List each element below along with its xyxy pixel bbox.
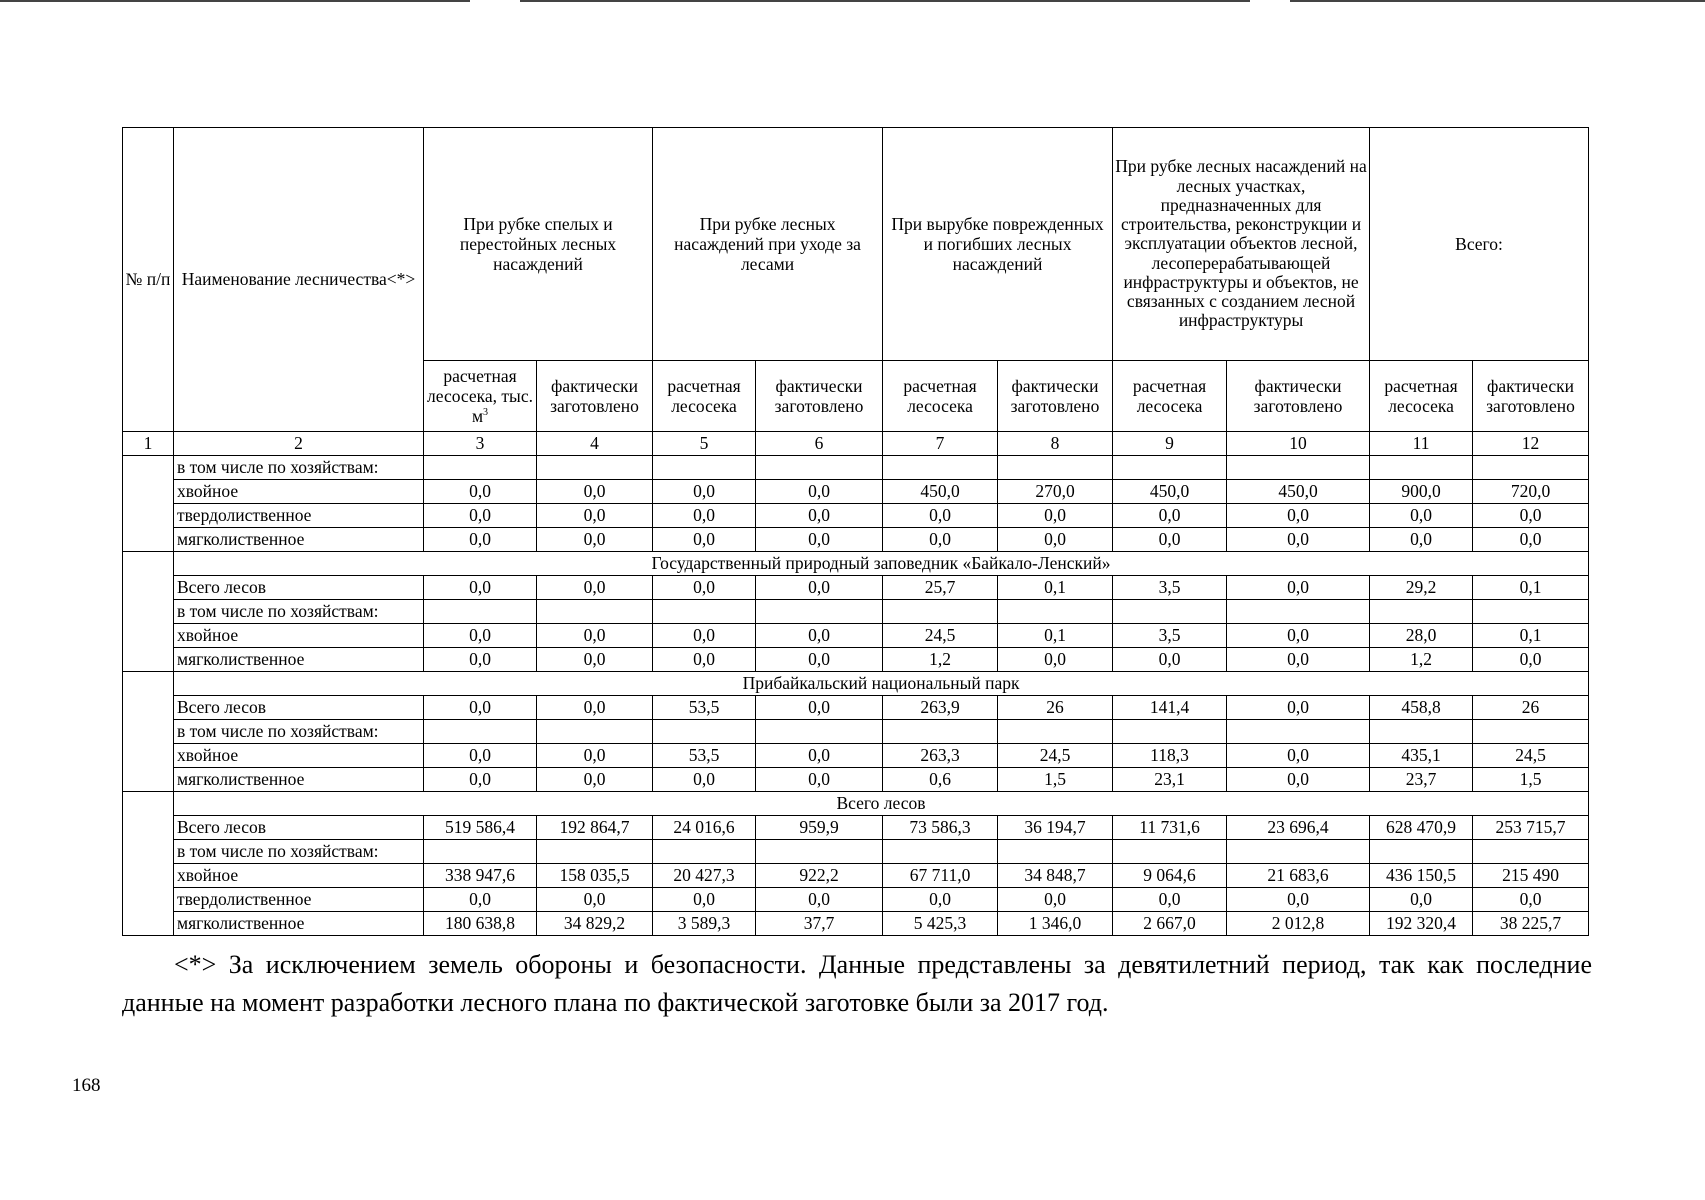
column-number: 11 [1370, 432, 1473, 456]
table-cell: 0,0 [883, 528, 998, 552]
table-cell: 0,0 [1370, 528, 1473, 552]
table-row [123, 576, 1589, 600]
table-cell: 9 064,6 [1113, 864, 1227, 888]
table-cell: 24,5 [1473, 744, 1589, 768]
section-title: Прибайкальский национальный парк [174, 672, 1589, 696]
table-cell: 0,0 [653, 888, 756, 912]
table-row [123, 888, 1589, 912]
row-label: в том числе по хозяйствам: [174, 600, 424, 624]
table-cell: 2 667,0 [1113, 912, 1227, 936]
table-cell: 0,0 [653, 504, 756, 528]
table-cell: 24 016,6 [653, 816, 756, 840]
table-cell: 0,0 [1370, 888, 1473, 912]
table-cell: 26 [998, 696, 1113, 720]
row-label: хвойное [174, 744, 424, 768]
table-row [123, 840, 1589, 864]
row-label: в том числе по хозяйствам: [174, 840, 424, 864]
subheader-text: расчетная лесосека, тыс. м [427, 365, 533, 427]
table-cell: 0,0 [1227, 696, 1370, 720]
table-row [123, 744, 1589, 768]
table-cell: 0,0 [1113, 648, 1227, 672]
table-cell: 0,0 [1473, 504, 1589, 528]
table-cell: 0,0 [883, 504, 998, 528]
table-cell: 0,0 [424, 696, 537, 720]
page-number: 168 [72, 1075, 101, 1096]
header-row [123, 128, 1589, 361]
subheader-cell: фактически заготовлено [537, 361, 653, 432]
table-row [123, 456, 1589, 480]
subheader-cell: расчетная лесосека [1113, 361, 1227, 432]
table-cell: 0,0 [1473, 888, 1589, 912]
table-cell: 38 225,7 [1473, 912, 1589, 936]
row-label: мягколиственное [174, 912, 424, 936]
table-cell: 0,0 [1227, 744, 1370, 768]
column-number: 9 [1113, 432, 1227, 456]
table-cell: 0,0 [537, 528, 653, 552]
column-number: 6 [756, 432, 883, 456]
table-cell: 192 320,4 [1370, 912, 1473, 936]
table-row [123, 528, 1589, 552]
column-number: 7 [883, 432, 998, 456]
table-cell: 263,3 [883, 744, 998, 768]
table-cell: 0,0 [424, 648, 537, 672]
row-number-cell [123, 792, 174, 936]
table-cell: 628 470,9 [1370, 816, 1473, 840]
column-number: 8 [998, 432, 1113, 456]
table-cell: 29,2 [1370, 576, 1473, 600]
table-cell: 0,0 [537, 888, 653, 912]
table-cell: 0,0 [653, 648, 756, 672]
table-cell: 67 711,0 [883, 864, 998, 888]
table-cell: 0,0 [537, 480, 653, 504]
table-cell: 0,0 [653, 576, 756, 600]
table-cell: 0,0 [537, 504, 653, 528]
table-row [123, 720, 1589, 744]
header-group: При рубке спелых и перестойных лесных насаждений [424, 128, 653, 361]
table-cell: 0,0 [756, 504, 883, 528]
table-cell: 0,0 [1113, 504, 1227, 528]
table-cell: 3,5 [1113, 624, 1227, 648]
subheader-cell [424, 361, 537, 432]
table-cell: 1,5 [1473, 768, 1589, 792]
table-cell: 959,9 [756, 816, 883, 840]
row-number-cell [123, 456, 174, 552]
table-row [123, 648, 1589, 672]
table-cell: 450,0 [1113, 480, 1227, 504]
table-cell: 0,0 [756, 744, 883, 768]
table-cell: 458,8 [1370, 696, 1473, 720]
table-cell: 0,0 [424, 528, 537, 552]
table-row [123, 768, 1589, 792]
table-cell: 450,0 [883, 480, 998, 504]
row-label: в том числе по хозяйствам: [174, 720, 424, 744]
table-row [123, 816, 1589, 840]
column-number: 12 [1473, 432, 1589, 456]
header-group: Всего: [1370, 128, 1589, 361]
table-row [123, 600, 1589, 624]
table-row [123, 696, 1589, 720]
table-cell: 0,0 [756, 480, 883, 504]
table-cell: 435,1 [1370, 744, 1473, 768]
table-cell: 0,0 [1113, 528, 1227, 552]
table-cell: 0,0 [424, 576, 537, 600]
table-cell: 3 589,3 [653, 912, 756, 936]
row-label: Всего лесов [174, 816, 424, 840]
table-cell: 0,0 [537, 648, 653, 672]
table-cell: 1,2 [1370, 648, 1473, 672]
table-cell: 0,0 [424, 480, 537, 504]
subheader-cell: фактически заготовлено [1473, 361, 1589, 432]
table-cell: 0,0 [756, 528, 883, 552]
table-cell: 37,7 [756, 912, 883, 936]
table-cell: 34 848,7 [998, 864, 1113, 888]
table-cell: 0,0 [537, 696, 653, 720]
table-cell: 0,0 [653, 768, 756, 792]
table-cell: 0,0 [1227, 768, 1370, 792]
table-cell: 263,9 [883, 696, 998, 720]
table-cell: 23,1 [1113, 768, 1227, 792]
table-cell: 141,4 [1113, 696, 1227, 720]
table-cell: 0,0 [424, 888, 537, 912]
table-cell: 0,0 [1370, 504, 1473, 528]
subheader-cell: расчетная лесосека [653, 361, 756, 432]
table-cell: 21 683,6 [1227, 864, 1370, 888]
table-row [123, 624, 1589, 648]
table-cell: 11 731,6 [1113, 816, 1227, 840]
table-cell: 0,0 [1227, 648, 1370, 672]
table-cell: 0,0 [537, 744, 653, 768]
table-cell: 53,5 [653, 744, 756, 768]
section-title-row [123, 672, 1589, 696]
table-cell: 270,0 [998, 480, 1113, 504]
table-cell: 24,5 [883, 624, 998, 648]
column-number: 4 [537, 432, 653, 456]
table-cell: 0,0 [756, 624, 883, 648]
table-cell: 900,0 [1370, 480, 1473, 504]
table-cell: 192 864,7 [537, 816, 653, 840]
table-cell: 158 035,5 [537, 864, 653, 888]
table-cell: 0,1 [998, 624, 1113, 648]
table-cell: 53,5 [653, 696, 756, 720]
table-cell: 26 [1473, 696, 1589, 720]
table-cell: 0,0 [653, 624, 756, 648]
section-title-row [123, 552, 1589, 576]
subheader-cell: расчетная лесосека [883, 361, 998, 432]
subheader-cell: фактически заготовлено [756, 361, 883, 432]
table-cell: 338 947,6 [424, 864, 537, 888]
table-cell: 0,0 [424, 768, 537, 792]
table-cell: 0,0 [1227, 576, 1370, 600]
row-label: твердолиственное [174, 504, 424, 528]
row-label: мягколиственное [174, 768, 424, 792]
table-cell: 0,0 [998, 528, 1113, 552]
table-cell: 0,1 [1473, 576, 1589, 600]
table-row [123, 912, 1589, 936]
section-title: Государственный природный заповедник «Байкало-Ленский» [174, 552, 1589, 576]
table-cell: 25,7 [883, 576, 998, 600]
column-number: 5 [653, 432, 756, 456]
table-cell: 0,0 [424, 624, 537, 648]
scan-edge [0, 0, 470, 2]
subheader-cell: расчетная лесосека [1370, 361, 1473, 432]
table-cell: 253 715,7 [1473, 816, 1589, 840]
table-cell: 0,0 [653, 480, 756, 504]
table-cell: 36 194,7 [998, 816, 1113, 840]
column-number: 10 [1227, 432, 1370, 456]
table-cell: 519 586,4 [424, 816, 537, 840]
table-cell: 0,1 [1473, 624, 1589, 648]
table-cell: 0,0 [1473, 528, 1589, 552]
subheader-cell: фактически заготовлено [998, 361, 1113, 432]
table-cell: 215 490 [1473, 864, 1589, 888]
row-label: мягколиственное [174, 528, 424, 552]
table-cell: 0,0 [756, 696, 883, 720]
scan-edge [520, 0, 1250, 2]
section-title: Всего лесов [174, 792, 1589, 816]
section-title-row [123, 792, 1589, 816]
row-label: твердолиственное [174, 888, 424, 912]
table-cell: 0,0 [537, 624, 653, 648]
table-cell: 0,0 [424, 744, 537, 768]
row-label: Всего лесов [174, 696, 424, 720]
row-label: мягколиственное [174, 648, 424, 672]
table-cell: 0,0 [998, 888, 1113, 912]
scan-edge [1290, 0, 1705, 2]
table-cell: 0,0 [653, 528, 756, 552]
table-cell: 20 427,3 [653, 864, 756, 888]
table-cell: 3,5 [1113, 576, 1227, 600]
column-number-row [123, 432, 1589, 456]
table-cell: 23 696,4 [1227, 816, 1370, 840]
table-cell: 0,0 [756, 768, 883, 792]
table-cell: 0,1 [998, 576, 1113, 600]
row-label: хвойное [174, 480, 424, 504]
header-group: При рубке лесных насаждений при уходе за лесами [653, 128, 883, 361]
table-cell: 0,0 [1227, 504, 1370, 528]
table-cell: 1 346,0 [998, 912, 1113, 936]
table-cell: 5 425,3 [883, 912, 998, 936]
table-cell: 922,2 [756, 864, 883, 888]
header-name: Наименование лесничества<*> [174, 128, 424, 432]
table-cell: 0,0 [883, 888, 998, 912]
row-number-cell [123, 552, 174, 672]
subheader-cell: фактически заготовлено [1227, 361, 1370, 432]
table-cell: 34 829,2 [537, 912, 653, 936]
table-cell: 0,0 [1473, 648, 1589, 672]
header-group: При вырубке поврежденных и погибших лесных насаждений [883, 128, 1113, 361]
table-cell: 0,0 [998, 504, 1113, 528]
header-num: № п/п [123, 128, 174, 432]
table-cell: 450,0 [1227, 480, 1370, 504]
row-label: в том числе по хозяйствам: [174, 456, 424, 480]
table-cell: 0,0 [1113, 888, 1227, 912]
header-group: При рубке лесных насаждений на лесных участках, предназначенных для строительства, реконструкции и эксплуатации объектов лесной, лесоперерабатывающей инфраструктуры и объектов, не связанных с созданием лесной инфраструктуры [1113, 128, 1370, 361]
table-cell: 23,7 [1370, 768, 1473, 792]
row-label: хвойное [174, 624, 424, 648]
table-row [123, 480, 1589, 504]
table-cell: 0,0 [756, 648, 883, 672]
table-cell: 73 586,3 [883, 816, 998, 840]
row-label: хвойное [174, 864, 424, 888]
unit-superscript: 3 [483, 407, 489, 419]
table-cell: 1,2 [883, 648, 998, 672]
column-number: 1 [123, 432, 174, 456]
table-cell: 180 638,8 [424, 912, 537, 936]
footnote: <*> За исключением земель обороны и безопасности. Данные представлены за девятилетний период, так как последние данные на момент разработки лесного плана по фактической заготовке были за 2017 год. [122, 950, 1592, 1017]
table-cell: 0,0 [1227, 624, 1370, 648]
table-cell: 0,6 [883, 768, 998, 792]
table-cell: 0,0 [537, 576, 653, 600]
table-cell: 2 012,8 [1227, 912, 1370, 936]
table-cell: 28,0 [1370, 624, 1473, 648]
row-label: Всего лесов [174, 576, 424, 600]
table-row [123, 504, 1589, 528]
table-cell: 0,0 [756, 888, 883, 912]
table-cell: 0,0 [424, 504, 537, 528]
table-cell: 436 150,5 [1370, 864, 1473, 888]
table-cell: 0,0 [1227, 528, 1370, 552]
table-cell: 0,0 [998, 648, 1113, 672]
table-cell: 24,5 [998, 744, 1113, 768]
forest-plan-table [122, 127, 1589, 936]
table-row [123, 864, 1589, 888]
column-number: 2 [174, 432, 424, 456]
row-number-cell [123, 672, 174, 792]
table-cell: 0,0 [756, 576, 883, 600]
table-cell: 0,0 [537, 768, 653, 792]
table-cell: 720,0 [1473, 480, 1589, 504]
table-cell: 118,3 [1113, 744, 1227, 768]
table-cell: 1,5 [998, 768, 1113, 792]
column-number: 3 [424, 432, 537, 456]
table-cell: 0,0 [1227, 888, 1370, 912]
